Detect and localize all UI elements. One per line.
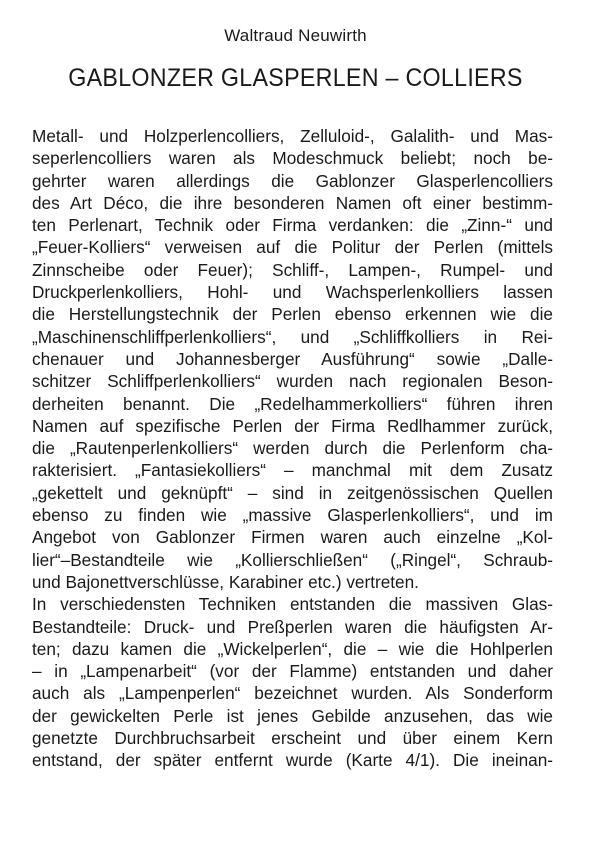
- text-line: des Art Déco, die ihre besonderen Namen oft einer bestimm-: [32, 192, 553, 213]
- text-line: der gewickelten Perle ist jenes Gebilde anzusehen, das wie: [32, 705, 553, 726]
- text-line: ten; dazu kamen die „Wickelperlen“, die – wie die Hohlperlen: [32, 638, 553, 659]
- text-line: chenauer und Johannesberger Ausführung“ sowie „Dalle-: [32, 348, 553, 369]
- text-line: Bestandteile: Druck- und Preßperlen waren die häufigsten Ar-: [32, 616, 553, 637]
- article-title: GABLONZER GLASPERLEN – COLLIERS: [68, 64, 523, 92]
- body-text: [32, 125, 553, 772]
- text-line: „Feuer-Kolliers“ verweisen auf die Politur der Perlen (mittels: [32, 237, 553, 258]
- author-name: Waltraud Neuwirth: [224, 26, 367, 45]
- text-line: rakterisiert. „Fantasiekolliers“ – manchmal mit dem Zusatz: [32, 460, 553, 481]
- text-line: Druckperlenkolliers, Hohl- und Wachsperlenkolliers lassen: [32, 282, 553, 303]
- text-line: die „Rautenperlenkolliers“ werden durch die Perlenform cha-: [32, 438, 553, 459]
- text-line: entstand, der später entfernt wurde (Karte 4/1). Die ineinan-: [32, 750, 553, 771]
- text-line: seperlencolliers waren als Modeschmuck beliebt; noch be-: [32, 148, 553, 169]
- text-line: – in „Lampenarbeit“ (vor der Flamme) entstanden und daher: [32, 661, 553, 682]
- text-line: derheiten benannt. Die „Redelhammerkolliers“ führen ihren: [32, 393, 553, 414]
- text-line: genetzte Durchbruchsarbeit erscheint und über einem Kern: [32, 728, 553, 749]
- text-line: „Maschinenschliffperlenkolliers“, und „Schliffkolliers in Rei-: [32, 326, 553, 347]
- text-line: Angebot von Gablonzer Firmen waren auch einzelne „Kol-: [32, 527, 553, 548]
- text-line: gehrter waren allerdings die Gablonzer Glasperlencolliers: [32, 170, 553, 191]
- text-line: Zinnscheibe oder Feuer); Schliff-, Lampen-, Rumpel- und: [32, 259, 553, 280]
- text-line: Metall- und Holzperlencolliers, Zelluloid-, Galalith- und Mas-: [32, 126, 553, 146]
- text-line: auch als „Lampenperlen“ bezeichnet wurden. Als Sonderform: [32, 683, 553, 704]
- text-line: ebenso zu finden wie „massive Glasperlenkolliers“, und im: [32, 505, 553, 526]
- text-line: lier“–Bestandteile wie „Kollierschließen“ („Ringel“, Schraub-: [32, 549, 553, 570]
- text-line: schitzer Schliffperlenkolliers“ wurden nach regionalen Beson-: [32, 371, 553, 392]
- text-line: „gekettelt und geknüpft“ – sind in zeitgenössischen Quellen: [32, 482, 553, 503]
- text-line: ten Perlenart, Technik oder Firma verdanken: die „Zinn-“ und: [32, 215, 553, 236]
- text-line: die Herstellungstechnik der Perlen ebenso erkennen wie die: [32, 304, 553, 325]
- text-line: In verschiedensten Techniken entstanden die massiven Glas-: [32, 594, 553, 615]
- text-line: und Bajonettverschlüsse, Karabiner etc.) vertreten.: [32, 571, 419, 592]
- text-line: Namen auf spezifische Perlen der Firma Redlhammer zurück,: [32, 415, 553, 436]
